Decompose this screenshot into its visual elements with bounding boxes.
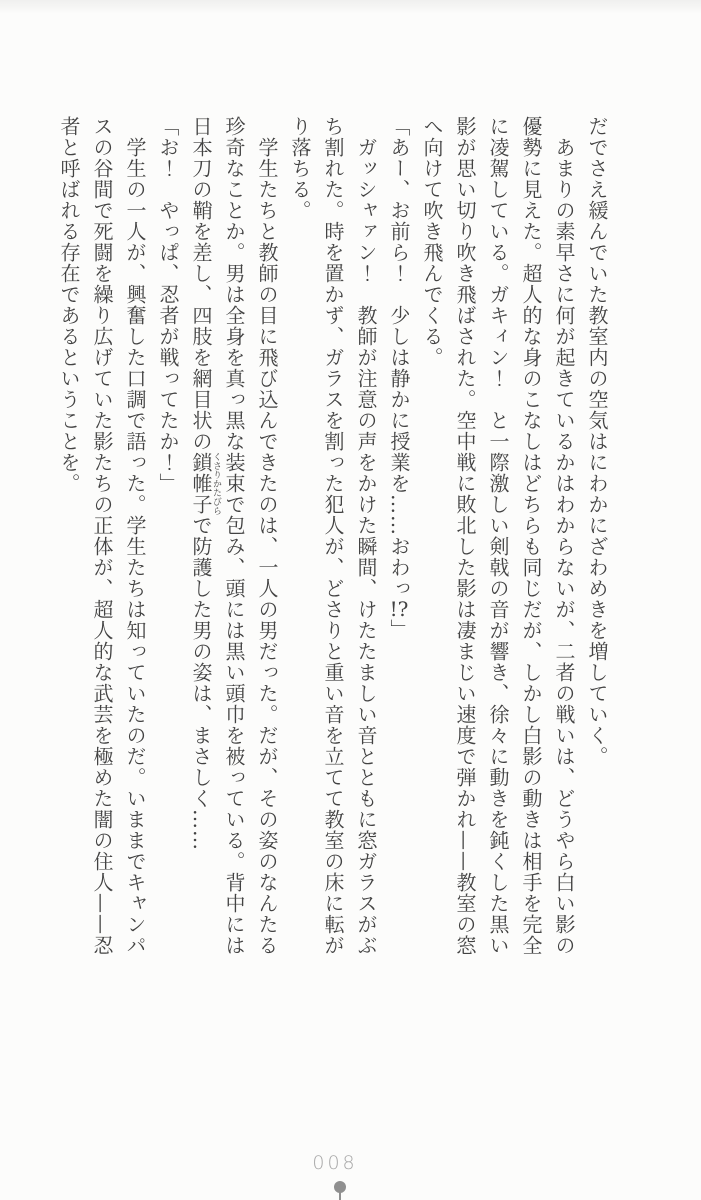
paragraph bbox=[415, 116, 580, 961]
text-run: ガッシャァン！ 教師が注意の声をかけた瞬間、けたたましい音とともに窓ガラスがぶち割れた。時を置かず、ガラスを割った犯人が、どさりと重い音を立てて教室の床に転がり落ちる。 bbox=[288, 116, 378, 956]
text-run: で防護した男の姿は、まさしく…… bbox=[189, 515, 213, 851]
paragraph bbox=[382, 116, 415, 961]
text-run: 学生たちと教師の目に飛び込んできたのは、一人の男だった。だが、その姿のなんたる珍奇なことか。男は全身を真っ黒な装束で包み、頭には黒い頭巾を被っている。背中には日本刀の鞘を差し、四肢を網目状の bbox=[189, 116, 279, 956]
text-run: 「あー、お前ら！ 少しは静かに授業を……おわっ bbox=[387, 116, 411, 599]
page-number: 008 bbox=[312, 1152, 358, 1174]
paragraph bbox=[52, 116, 151, 961]
furigana-term: 鎖帷子くさりかたびら bbox=[189, 452, 221, 515]
pin-stem bbox=[339, 1192, 341, 1200]
text-run: 「お！ やっぱ、忍者が戦ってたか！」 bbox=[156, 116, 180, 494]
text-run: 学生の一人が、興奮した口調で語った。学生たちは知っていたのだ。いままでキャンパスの谷間で死闘を繰り広げていた影たちの正体が、超人的な武芸を極めた闇の住人——忍者と呼ばれる存在であるということを。 bbox=[57, 116, 147, 956]
tatechuyoko-run: !? bbox=[389, 599, 409, 619]
text-run: あまりの素早さに何が起きているかはわからないが、二者の戦いは、どうやら白い影の優勢に見えた。超人的な身のこなしはどちらも同じだが、しかし白影の動きは相手を完全に凌駕している。ガキィン！ と一際激しい剣戟の音が響き、徐々に動きを鈍くした黒い影が思い切り吹き飛ばされた。空中戦に敗北した影は凄まじい速度で弾かれ——教室の窓へ向けて吹き飛んでくる。 bbox=[420, 116, 576, 956]
text-run: 」 bbox=[387, 619, 411, 640]
paragraph bbox=[580, 116, 613, 961]
text-run: だでさえ緩んでいた教室内の空気はにわかにざわめきを増していく。 bbox=[585, 116, 609, 767]
paragraph bbox=[283, 116, 382, 961]
paragraph bbox=[184, 116, 283, 961]
paragraph bbox=[151, 116, 184, 961]
text-block bbox=[52, 116, 613, 961]
page-pin-marker bbox=[334, 1181, 346, 1200]
